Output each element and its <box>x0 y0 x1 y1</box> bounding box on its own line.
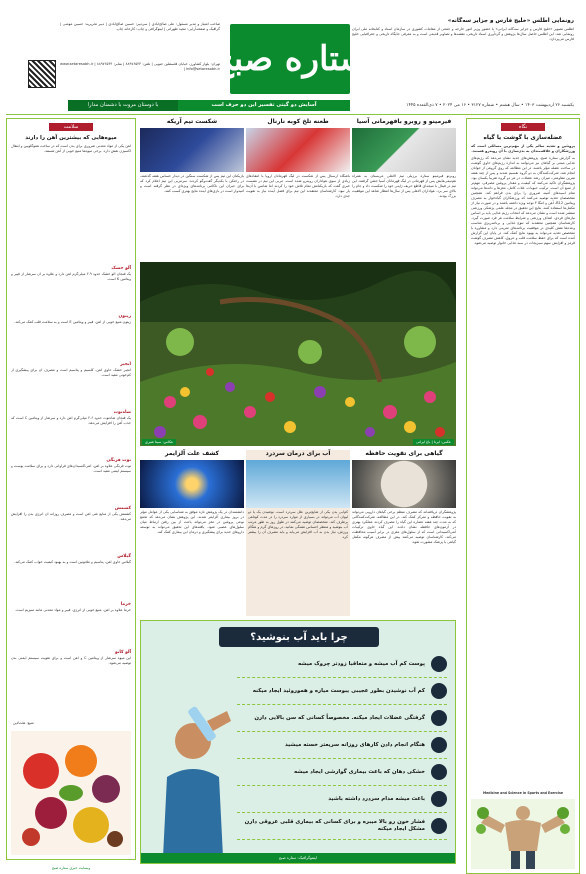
infographic-title-bar <box>219 627 379 647</box>
cramp-icon <box>431 710 447 726</box>
fruit-item-title: خرما <box>120 602 131 607</box>
reason-text: کم آب نوشیدن بطور عجیبی یبوست میاره و هموروئید ایجاد میکنه <box>252 687 425 694</box>
article-top-3-photo <box>140 128 244 172</box>
left-byline: منبع: هلث‌لاین <box>13 721 34 725</box>
article-mid-1 <box>352 450 456 616</box>
article-top-1-title: فیرمینو و روبرو بافهرمانی آسیا <box>356 118 452 125</box>
left-section-label-text: سلامت <box>63 124 79 130</box>
fruit-item-text: انجیر خشک حاوی آهن، کلسیم و پتاسیم است و مصرف آن برای پیشگیری از کم‌خونی مفید است. <box>11 368 131 377</box>
infographic <box>140 620 456 864</box>
skin-icon <box>431 656 447 672</box>
reasons-list <box>237 651 447 840</box>
left-section-label <box>49 123 93 131</box>
reason-row <box>237 813 447 840</box>
left-intro: آهن یکی از مواد معدنی ضروری برای بدن است که در ساخت هموگلوبین و انتقال اکسیژن نقش دارد. برخی میوه‌ها منبع خوبی از آهن هستند. <box>11 144 131 153</box>
article-mid-2-title: آب برای درمان سردرد <box>265 450 331 457</box>
heart-icon <box>431 818 447 834</box>
mouth-icon <box>431 764 447 780</box>
reason-text: هنگام انجام دادن کارهای روزانه سریعتر خسته میشید <box>284 741 425 748</box>
left-column <box>6 118 136 860</box>
article-top-3 <box>140 118 244 258</box>
qr-code-icon <box>28 60 56 88</box>
brain-photo <box>352 460 456 508</box>
fruit-item-title: شاه‌توت <box>113 410 131 415</box>
slogan-bar <box>68 100 350 111</box>
fruit-item-title: آلو خشک <box>111 266 131 271</box>
stomach-icon <box>431 683 447 699</box>
right-body: به گزارش ستاره صبح، پژوهش‌های جدید نشان می‌دهد که رژیم‌های غذایی مبتنی بر گیاهان نیز می‌توانند به اندازه رژیم‌های حاوی گوشت در ساخت عضله مؤثر باشند. در این مطالعه که روی گروهی از جوانان انجام شد، شرکت‌کنندگان به دو گروه تقسیم شدند و پس از چند هفته تمرین مقاومتی، میزان رشد عضلات در هر دو گروه تقریباً یکسان بود. پژوهشگران تاکید می‌کنند که کیفیت و مقدار پروتئین مصرفی، مهم‌تر از منبع آن است. ترکیب حبوبات، غلات کامل، مغزها و دانه‌ها می‌تواند تمام اسیدهای آمینه ضروری را برای بدن فراهم کند. همچنین متخصصان تغذیه توصیه می‌کنند که ورزشکاران گیاه‌خوار به مصرف ویتامین B12، آهن و امگا ۳ توجه ویژه داشته باشند و در صورت نیاز از مکمل‌ها استفاده کنند. نتایج این تحقیق در مجله علمی پزشکی ورزشی منتشر شده است و نشان می‌دهد که انتخاب رژیم غذایی باید بر اساس نیازهای فردی، اهداف ورزشی و شرایط سلامت هر فرد صورت گیرد. کارشناسان همچنین معتقدند که تنوع غذایی و برنامه‌ریزی مناسب وعده‌ها نقش کلیدی در موفقیت برنامه‌های تمرینی دارد و مشاوره با متخصص تغذیه می‌تواند به بهبود نتایج کمک کند. در پایان این گزارش آمده است که برای حفظ سلامت قلب و عروق، کاهش مصرف گوشت قرمز و افزایش سهم سبزیجات در سبد غذایی خانوار توصیه می‌شود. <box>471 156 575 245</box>
issue-line: یکشنبه ۲۶ اردیبهشت ۱۴۰۳ • سال هشتم • شماره ۳۱۲۷ • ۱۶ می ۲۰۲۴ • ۷ ذی‌القعده ۱۴۴۵ <box>406 103 574 108</box>
article-top-2 <box>246 118 350 258</box>
fruit-item-title: کشمش <box>114 506 131 511</box>
slogan-tail: با دوستان مروت با دشمنان مدارا <box>68 100 178 111</box>
masthead <box>0 0 586 110</box>
logo-box <box>211 24 369 94</box>
article-mid-2 <box>246 450 350 616</box>
article-top-1-photo <box>352 128 456 172</box>
fruit-item-title: زیتون <box>118 314 131 319</box>
article-top-3-title: شکست تیم آریکه <box>166 118 218 125</box>
right-caption: Medicine and Science in Sports and Exercise <box>482 791 564 795</box>
right-column <box>466 118 580 874</box>
article-top-2-body: باشگاه آرسنال پس از شکست در لیگ قهرمانان اروپا با انتقادهای زیادی از سوی هواداران روبه‌رو شده است. مربی این تیم در نشست خبری گفت که بازیکنانش تمام تلاش خود را کردند اما شانس با آن‌ها یار نبود. کارشناسان معتقدند این تیم برای فصل آینده نیاز به تقویت جدی دارد. <box>246 174 350 198</box>
athlete-illustration <box>471 799 575 869</box>
mid-articles-row <box>140 450 456 616</box>
right-section-label <box>501 123 545 131</box>
infographic-credit: اینفوگرافیک: ستاره صبح <box>141 853 455 863</box>
neuron-photo <box>140 460 244 508</box>
reason-text: گرفتگی عضلات ایجاد میکنه. مخصوصاً کسانی که سن بالایی دارن <box>254 714 425 721</box>
reason-row <box>237 786 447 813</box>
reason-row <box>237 705 447 732</box>
fruit-illustration <box>11 731 131 855</box>
fruit-item-title: آلو کانو <box>114 650 131 655</box>
fruit-item-title: انجیر <box>120 362 131 367</box>
article-mid-3-title: کشف علت آلزایمر <box>165 450 219 457</box>
fruit-item-text: یک فنجان شاه‌توت حدود ۲.۶ میلی‌گرم آهن دارد و سرشار از ویتامین C است که جذب آهن را افزایش می‌دهد. <box>11 416 131 425</box>
photo-caption-right: عکس: ایرنا | باغ ایرانی <box>413 439 454 445</box>
article-mid-3-body: دانشمندان در یک پژوهش تازه موفق به شناسایی یکی از عوامل مؤثر در بروز بیماری آلزایمر شدند. این پژوهش نشان می‌دهد که تجمع نوعی پروتئین در مغز می‌تواند باعث از بین رفتن ارتباط میان سلول‌های عصبی شود. یافته‌های این تحقیق می‌تواند به توسعه داروهای جدید برای پیشگیری و درمان این بیماری کمک کند. <box>140 510 244 534</box>
article-top-3-body: بازیکنان این تیم پس از شکست سنگین در دیدار حساس هفته گذشته، در رختکن با یکدیگر گفت‌وگو کردند. سرمربی این تیم اعلام کرد که برای جبران این ناکامی برنامه‌های ویژه‌ای در نظر گرفته است و امیدوار است در بازی‌های آینده نتایج بهتری کسب کنند. <box>140 174 244 193</box>
reason-text: باعث میشه مدام سردرد داشته باشید <box>328 795 425 802</box>
reason-row <box>237 759 447 786</box>
slogan-main: آسایش دو گیتی تفسیر این دو حرف است <box>211 102 317 108</box>
fruit-item-text: توت فرنگی علاوه بر آهن، آنتی‌اکسیدان‌های فراوانی دارد و برای سلامت پوست و سیستم ایمنی مفید است. <box>11 464 131 473</box>
logo: ستاره صبح <box>211 39 369 79</box>
publisher-info: صاحب امتیاز و مدیر مسئول: علی صالح‌آبادی | سردبیر: حسین صالح‌آبادی | دبیر تحریریه: حسین مومنی | گرافیک و صفحه‌آرایی: مجید طهرانی | لیتوگرافی و چاپ: کارخانه چاپ <box>60 22 220 31</box>
teaser-title: رونمایی اطلس «خلیج فارس و جزایر سه‌گانه» <box>447 18 574 24</box>
article-top-2-photo <box>246 128 350 172</box>
teaser-box <box>352 18 574 96</box>
article-mid-3 <box>140 450 244 616</box>
article-mid-2-body: کم‌آبی بدن یکی از شایع‌ترین علل سردرد است. نوشیدن یک یا دو لیوان آب می‌تواند در بسیاری از موارد سردرد را در مدت کوتاهی برطرف کند. متخصصان توصیه می‌کنند در طول روز به طور مرتب آب بنوشید و منتظر احساس تشنگی نمانید. در روزهای گرم و هنگام ورزش، نیاز بدن به آب افزایش می‌یابد و باید مصرف آن را بیشتر کرد. <box>248 510 348 539</box>
drinking-man-illustration <box>147 681 237 857</box>
reason-row <box>237 732 447 759</box>
fruit-item-text: یک فنجان آلو خشک حدود ۲.۹ میلی‌گرم آهن دارد و علاوه بر آن سرشار از فیبر و ویتامین K است. <box>11 272 131 281</box>
left-items-list <box>11 266 131 696</box>
fruit-item-title: گیلاس <box>117 554 131 559</box>
fruit-item-text: کشمش یکی از منابع غنی آهن است و مصرف روزانه آن انرژی بدن را افزایش می‌دهد. <box>11 512 131 521</box>
fruit-item-text: زیتون منبع خوبی از آهن، فیبر و ویتامین E است و به سلامت قلب کمک می‌کند. <box>14 320 131 324</box>
reason-row <box>237 651 447 678</box>
teaser-body: اطلس تصویر «خلیج فارس و جزایر سه‌گانه ایرانی» با حضور وزیر امور خارجه و جمعی از مقامات کشوری در سازمان اسناد و کتابخانه ملی ایران رونمایی شد. این اطلس حاصل سال‌ها پژوهش و گردآوری اسناد تاریخی، نقشه‌ها و تصاویر قدیمی است و به معرفی جایگاه تاریخی و جغرافیایی خلیج فارس می‌پردازد. <box>352 27 574 41</box>
photo-caption-left: عکاس: سینا شیری <box>142 439 176 445</box>
fruit-item-text: گیلاس حاوی آهن، پتاسیم و ملاتونین است و به بهبود کیفیت خواب کمک می‌کند. <box>14 560 131 564</box>
infographic-title: چرا باید آب بنوشید؟ <box>250 631 348 643</box>
left-headline: میوه‌هایی که بیشترین آهن را دارند <box>25 135 117 141</box>
publisher-block <box>60 22 220 94</box>
article-top-1-body: روبرتو فیرمینو ستاره برزیلی تیم الاهلی عربستان به همراه هم‌تیمی‌هایش پس از قهرمانی در لیگ قهرمانان آسیا جشن گرفتند. این تیم در فینال با نتیجه‌ای قاطع حریف ژاپنی خود را شکست داد و جام را بالای سر برد. هواداران الاهلی پس از سال‌ها انتظار شاهد این موفقیت بزرگ بودند. <box>352 174 456 198</box>
reason-text: پوست کم آب میشه و متعاقبا زودتر چروک میشه <box>297 660 425 667</box>
fruit-item-text: خرما علاوه بر آهن، منبع خوبی از انرژی، فیبر و مواد معدنی مانند منیزیم است. <box>14 608 131 612</box>
article-mid-1-title: گیاهی برای تقویت حافظه <box>365 450 443 457</box>
right-section-label-text: نگاه <box>518 124 528 130</box>
top-articles-row <box>140 118 456 258</box>
garden-photo <box>140 262 456 446</box>
article-top-1 <box>352 118 456 258</box>
footer-note: وبسایت خبری ستاره صبح <box>51 866 91 870</box>
headache-icon <box>431 791 447 807</box>
article-top-2-title: طعنه تلخ کوبه نارنال <box>267 118 329 125</box>
right-intro: پروتئین و تغذیه سالم یکی از مهم‌ترین مسائلی است که ورزشکاران و علاقه‌مندان به بدن‌سازی با آن روبه‌رو هستند. <box>471 144 575 153</box>
fruit-item-text: این میوه سرشار از ویتامین C و آهن است و برای تقویت سیستم ایمنی بدن توصیه می‌شود. <box>11 656 131 665</box>
article-mid-1-body: پژوهشگران دریافته‌اند که مصرف منظم برخی گیاهان دارویی می‌تواند به تقویت حافظه و تمرکز کمک کند. در این مطالعه، شرکت‌کنندگانی که به مدت چند هفته عصاره این گیاه را مصرف کردند عملکرد بهتری در آزمون‌های حافظه نشان دادند. این گیاه حاوی ترکیبات آنتی‌اکسیدانی است که از سلول‌های مغزی در برابر آسیب محافظت می‌کند. کارشناسان توصیه می‌کنند پیش از مصرف هرگونه مکمل گیاهی با پزشک مشورت شود. <box>352 510 456 544</box>
reason-text: خشکی دهان که باعث بیماری گوارشی ایجاد میشه <box>293 768 425 775</box>
right-headline: عضله‌سازی با گوشت یا گیاه <box>483 135 563 141</box>
fruit-item-title: توت فرنگی <box>106 458 131 463</box>
contact-info: تهران: بلوار کشاورز، خیابان فلسطین جنوبی | تلفن: ۸۸۹۷۶۵۴۳ | نمابر: ۸۸۹۷۶۵۴۴ | www.setaresobh.ir | info@setaresobh.ir <box>60 62 220 71</box>
reason-row <box>237 678 447 705</box>
header-divider <box>6 114 580 115</box>
fatigue-icon <box>431 737 447 753</box>
reason-text: فشار خون رو بالا میبره و برای کسانی که بیماری قلبی عروقی دارن مشکل ایجاد میکنه <box>244 819 425 832</box>
water-drinker-photo <box>246 460 350 508</box>
